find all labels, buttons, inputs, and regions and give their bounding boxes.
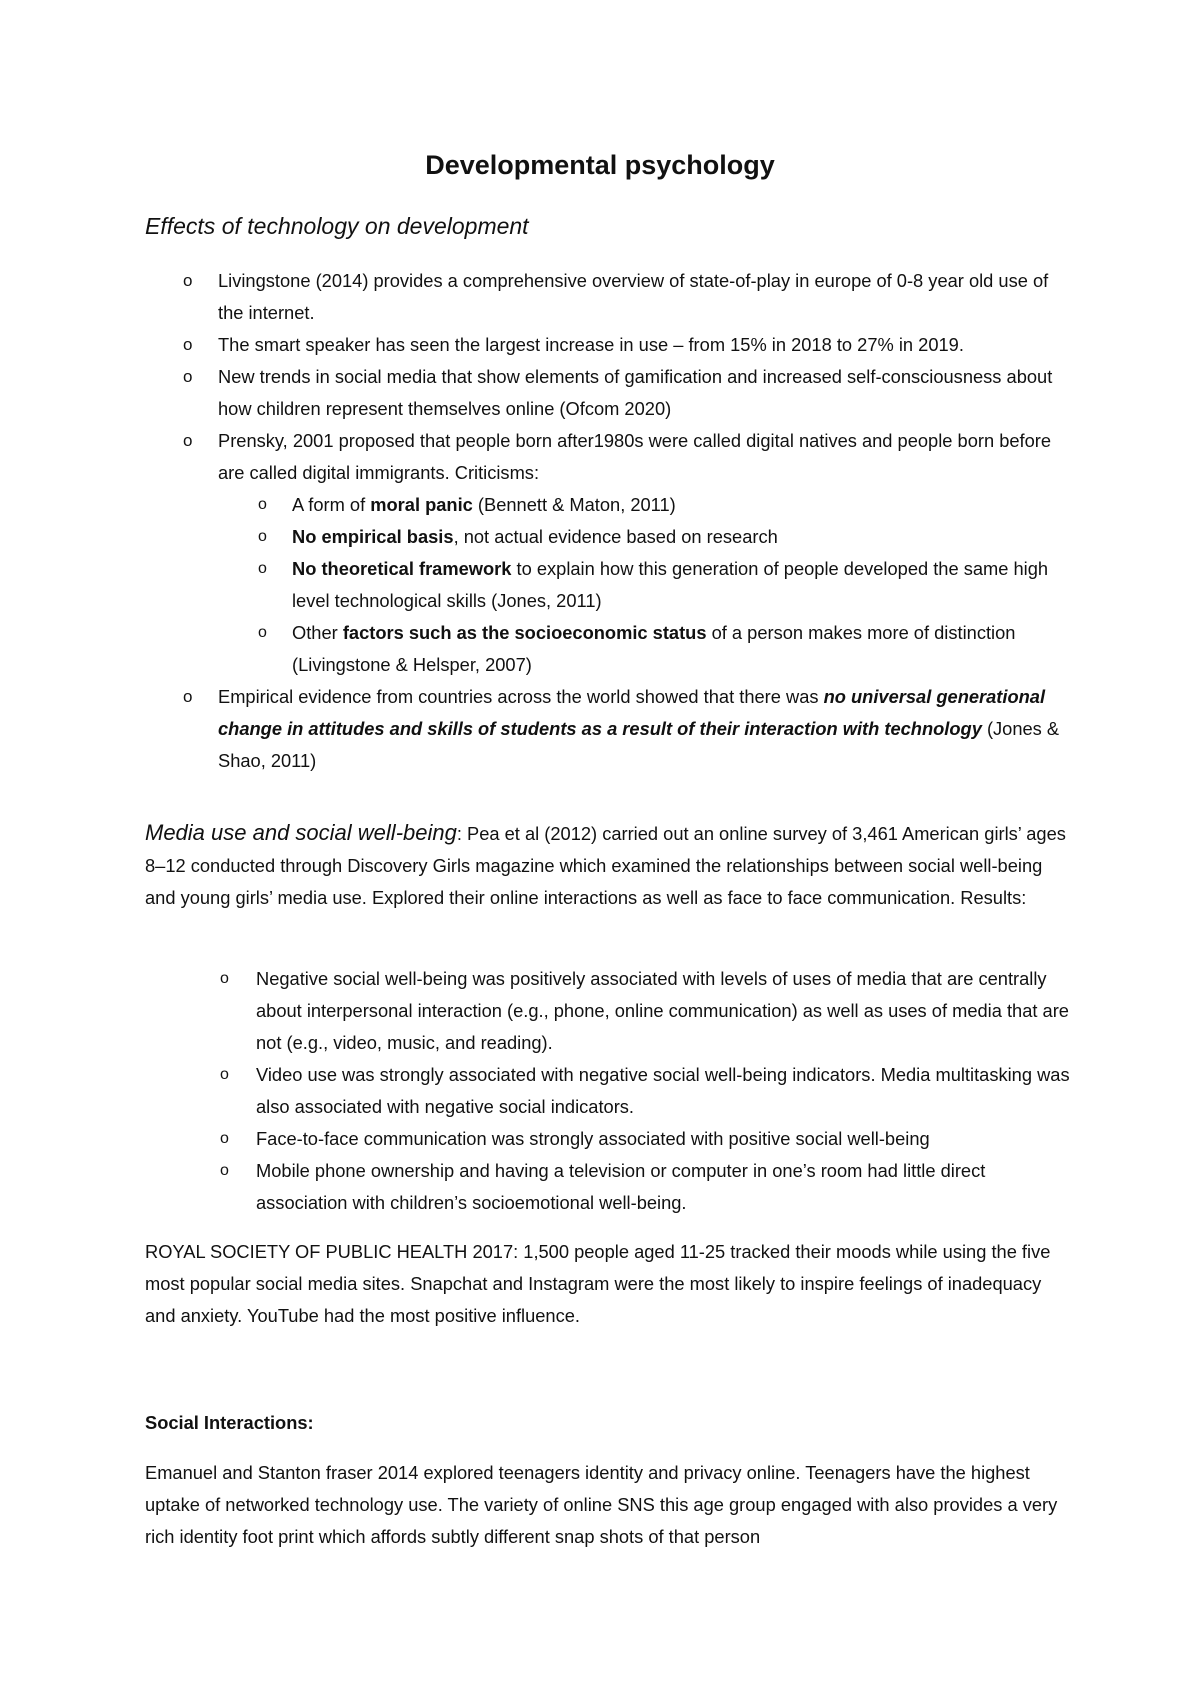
- list-item-text: Mobile phone ownership and having a television or computer in one’s room had little direct association with children’s socioemotional well-being.: [256, 1160, 986, 1213]
- bullet-icon: o: [220, 1162, 229, 1179]
- list-item-bold-italic-text: no universal generational change in attitudes and skills of students as a result of their interaction with technology: [218, 686, 1046, 739]
- bullet-icon: o: [183, 271, 193, 290]
- sublist-bold-text: No theoretical framework: [292, 558, 512, 579]
- sublist-text: (Bennett & Maton, 2011): [472, 494, 676, 515]
- sublist-text: Other: [292, 622, 343, 643]
- sublist-text: , not actual evidence based on research: [453, 526, 778, 547]
- sublist-item: [145, 521, 1075, 553]
- sublist-bold-text: No empirical basis: [292, 526, 454, 547]
- section-heading-social: Social Interactions:: [145, 1412, 314, 1433]
- media-paragraph-text: Pea et al (2012) carried out an online survey of 3,461 American girls’ ages 8–12 conducted through Discovery Girls magazine which examined the relationships between social well-being and young girls’ media use. Explored their online interactions as well as face to face communication. Results:: [145, 823, 1066, 908]
- list-item: [145, 1059, 1075, 1123]
- bullet-icon: o: [183, 367, 193, 386]
- list-item-text: The smart speaker has seen the largest increase in use – from 15% in 2018 to 27% in 2019.: [218, 334, 964, 355]
- results-list: [145, 963, 1075, 1219]
- page-title: Developmental psychology: [425, 150, 775, 180]
- list-item: [145, 361, 1075, 425]
- bullet-icon: o: [183, 687, 193, 706]
- effects-list: [145, 265, 1075, 777]
- bullet-icon: o: [258, 624, 267, 641]
- list-item: [145, 963, 1075, 1059]
- list-item-text: Video use was strongly associated with negative social well-being indicators. Media multitasking was also associated with negative social indicators.: [256, 1064, 1070, 1117]
- list-item-text: Empirical evidence from countries across the world showed that there was: [218, 686, 824, 707]
- sublist-text: A form of: [292, 494, 371, 515]
- list-item-text: (Jones & Shao, 2011): [218, 718, 1060, 771]
- sublist-text: of a person makes more of distinction (Livingstone & Helsper, 2007): [292, 622, 1016, 675]
- list-item: [145, 265, 1075, 329]
- sublist-bold-text: moral panic: [370, 494, 473, 515]
- sublist-bold-text: factors such as the socioeconomic status: [342, 622, 707, 643]
- sublist-item: [145, 489, 1075, 521]
- list-item: [145, 1155, 1075, 1219]
- list-item: [145, 1123, 1075, 1155]
- list-item-text: New trends in social media that show elements of gamification and increased self-consciousness about how children represent themselves online (Ofcom 2020): [218, 366, 1053, 419]
- sublist-item: [145, 553, 1075, 617]
- sublist-text: to explain how this generation of people developed the same high level technological skills (Jones, 2011): [292, 558, 1049, 611]
- media-colon: :: [456, 823, 462, 844]
- section-heading-effects: Effects of technology on development: [145, 213, 529, 239]
- bullet-icon: o: [258, 560, 267, 577]
- sublist-item: [145, 617, 1075, 681]
- list-item-text: Livingstone (2014) provides a comprehensive overview of state-of-play in europe of 0-8 year old use of the internet.: [218, 270, 1049, 323]
- bullet-icon: o: [258, 528, 267, 545]
- bullet-icon: o: [220, 1130, 229, 1147]
- bullet-icon: o: [183, 431, 193, 450]
- criticisms-sublist: [145, 489, 1075, 681]
- rsph-paragraph: ROYAL SOCIETY OF PUBLIC HEALTH 2017: 1,500 people aged 11-25 tracked their moods while using the five most popular social media sites. Snapchat and Instagram were the most likely to inspire feelings of inadequacy and anxiety. YouTube had the most positive influence.: [145, 1241, 1051, 1326]
- list-item: [145, 681, 1075, 777]
- bullet-icon: o: [183, 335, 193, 354]
- list-item-text: Face-to-face communication was strongly associated with positive social well-being: [256, 1128, 930, 1149]
- list-item-text: Prensky, 2001 proposed that people born after1980s were called digital natives and people born before are called digital immigrants. Criticisms:: [218, 430, 1052, 483]
- list-item-text: Negative social well-being was positively associated with levels of uses of media that are centrally about interpersonal interaction (e.g., phone, online communication) as well as uses of media that are not (e.g., video, music, and reading).: [256, 968, 1069, 1053]
- social-paragraph: Emanuel and Stanton fraser 2014 explored teenagers identity and privacy online. Teenagers have the highest uptake of networked technology use. The variety of online SNS this age group engaged with also provides a very rich identity foot print which affords subtly different snap shots of that person: [145, 1462, 1058, 1547]
- bullet-icon: o: [258, 496, 267, 513]
- section-heading-media: Media use and social well-being: [145, 820, 457, 845]
- bullet-icon: o: [220, 1066, 229, 1083]
- list-item: [145, 329, 1075, 361]
- list-item: [145, 425, 1075, 489]
- bullet-icon: o: [220, 970, 229, 987]
- media-paragraph: [145, 817, 1075, 914]
